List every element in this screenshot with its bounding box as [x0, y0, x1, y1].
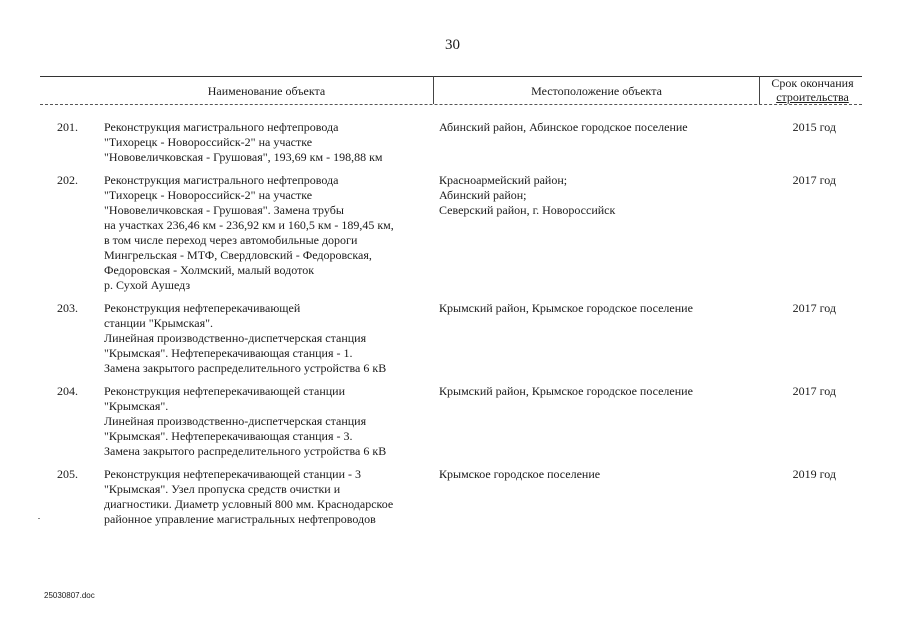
- object-name-line: "Крымская". Нефтеперекачивающая станция - 1.: [104, 346, 353, 360]
- object-name-line: Реконструкция магистрального нефтепровода: [104, 173, 339, 187]
- table-row: [0, 384, 905, 459]
- object-name: [100, 301, 435, 376]
- column-header-name: Наименование объекта: [207, 84, 326, 98]
- object-location-line: Абинский район, Абинское городское поселение: [439, 120, 688, 134]
- table-row: [0, 173, 905, 293]
- object-name-line: "Крымская".: [104, 399, 169, 413]
- margin-mark: [38, 518, 40, 519]
- object-name-line: "Тихорецк - Новороссийск-2" на участке: [104, 135, 313, 149]
- table-body: [0, 120, 905, 535]
- object-name-line: Мингрельская - МТФ, Свердловский - Федоровская,: [104, 248, 372, 262]
- object-name: [100, 173, 435, 293]
- object-name-line: "Крымская". Узел пропуска средств очистки и: [104, 482, 341, 496]
- table-header-bottom-rule: [40, 104, 862, 105]
- object-name-line: в том числе переход через автомобильные дороги: [104, 233, 358, 247]
- row-number: 204.: [57, 384, 78, 398]
- column-header-term-line1: Срок окончания: [771, 76, 854, 90]
- footer-filename: 25030807.doc: [44, 591, 95, 600]
- object-name-line: Линейная производственно-диспетчерская станция: [104, 331, 367, 345]
- object-location-line: Крымское городское поселение: [439, 467, 601, 481]
- row-number: 203.: [57, 301, 78, 315]
- object-name: [100, 384, 435, 459]
- object-location-line: Красноармейский район;: [439, 173, 568, 187]
- object-name-line: "Нововеличковская - Грушовая", 193,69 км - 198,88 км: [104, 150, 383, 164]
- table-row: [0, 120, 905, 165]
- construction-term: 2015 год: [792, 120, 836, 134]
- column-header-location: Местоположение объекта: [531, 84, 662, 98]
- object-name-line: "Нововеличковская - Грушовая". Замена трубы: [104, 203, 344, 217]
- object-name-line: на участках 236,46 км - 236,92 км и 160,5 км - 189,45 км,: [104, 218, 394, 232]
- object-name-line: Замена закрытого распределительного устройства 6 кВ: [104, 444, 387, 458]
- object-name-line: р. Сухой Аушедз: [104, 278, 191, 292]
- object-name-line: районное управление магистральных нефтепроводов: [104, 512, 376, 526]
- object-name-line: Замена закрытого распределительного устройства 6 кВ: [104, 361, 387, 375]
- object-name-line: диагностики. Диаметр условный 800 мм. Краснодарское: [104, 497, 394, 511]
- object-location: [435, 467, 760, 482]
- column-header-term: [760, 76, 865, 104]
- object-location: [435, 173, 760, 218]
- object-location: [435, 120, 760, 135]
- object-location-line: Абинский район;: [439, 188, 527, 202]
- construction-term: 2017 год: [792, 384, 836, 398]
- object-name-line: Федоровская - Холмский, малый водоток: [104, 263, 315, 277]
- object-location-line: Северский район, г. Новороссийск: [439, 203, 616, 217]
- object-name-line: станции "Крымская".: [104, 316, 214, 330]
- page-number: 30: [445, 37, 460, 53]
- construction-term: 2019 год: [792, 467, 836, 481]
- object-name-line: "Крымская". Нефтеперекачивающая станция - 3.: [104, 429, 353, 443]
- object-name-line: Линейная производственно-диспетчерская станция: [104, 414, 367, 428]
- table-row: [0, 301, 905, 376]
- object-name: [100, 467, 435, 527]
- column-header-term-line2: строительства: [776, 90, 849, 104]
- object-name-line: "Тихорецк - Новороссийск-2" на участке: [104, 188, 313, 202]
- object-location-line: Крымский район, Крымское городское поселение: [439, 384, 693, 398]
- object-name-line: Реконструкция нефтеперекачивающей: [104, 301, 301, 315]
- row-number: 201.: [57, 120, 78, 134]
- object-name-line: Реконструкция нефтеперекачивающей станции - 3: [104, 467, 362, 481]
- object-name: [100, 120, 435, 165]
- row-number: 205.: [57, 467, 78, 481]
- object-location-line: Крымский район, Крымское городское поселение: [439, 301, 693, 315]
- object-location: [435, 384, 760, 399]
- table-header-top-rule: [40, 76, 862, 77]
- object-name-line: Реконструкция магистрального нефтепровода: [104, 120, 339, 134]
- construction-term: 2017 год: [792, 173, 836, 187]
- table-row: [0, 467, 905, 527]
- object-name-line: Реконструкция нефтеперекачивающей станции: [104, 384, 346, 398]
- object-location: [435, 301, 760, 316]
- construction-term: 2017 год: [792, 301, 836, 315]
- row-number: 202.: [57, 173, 78, 187]
